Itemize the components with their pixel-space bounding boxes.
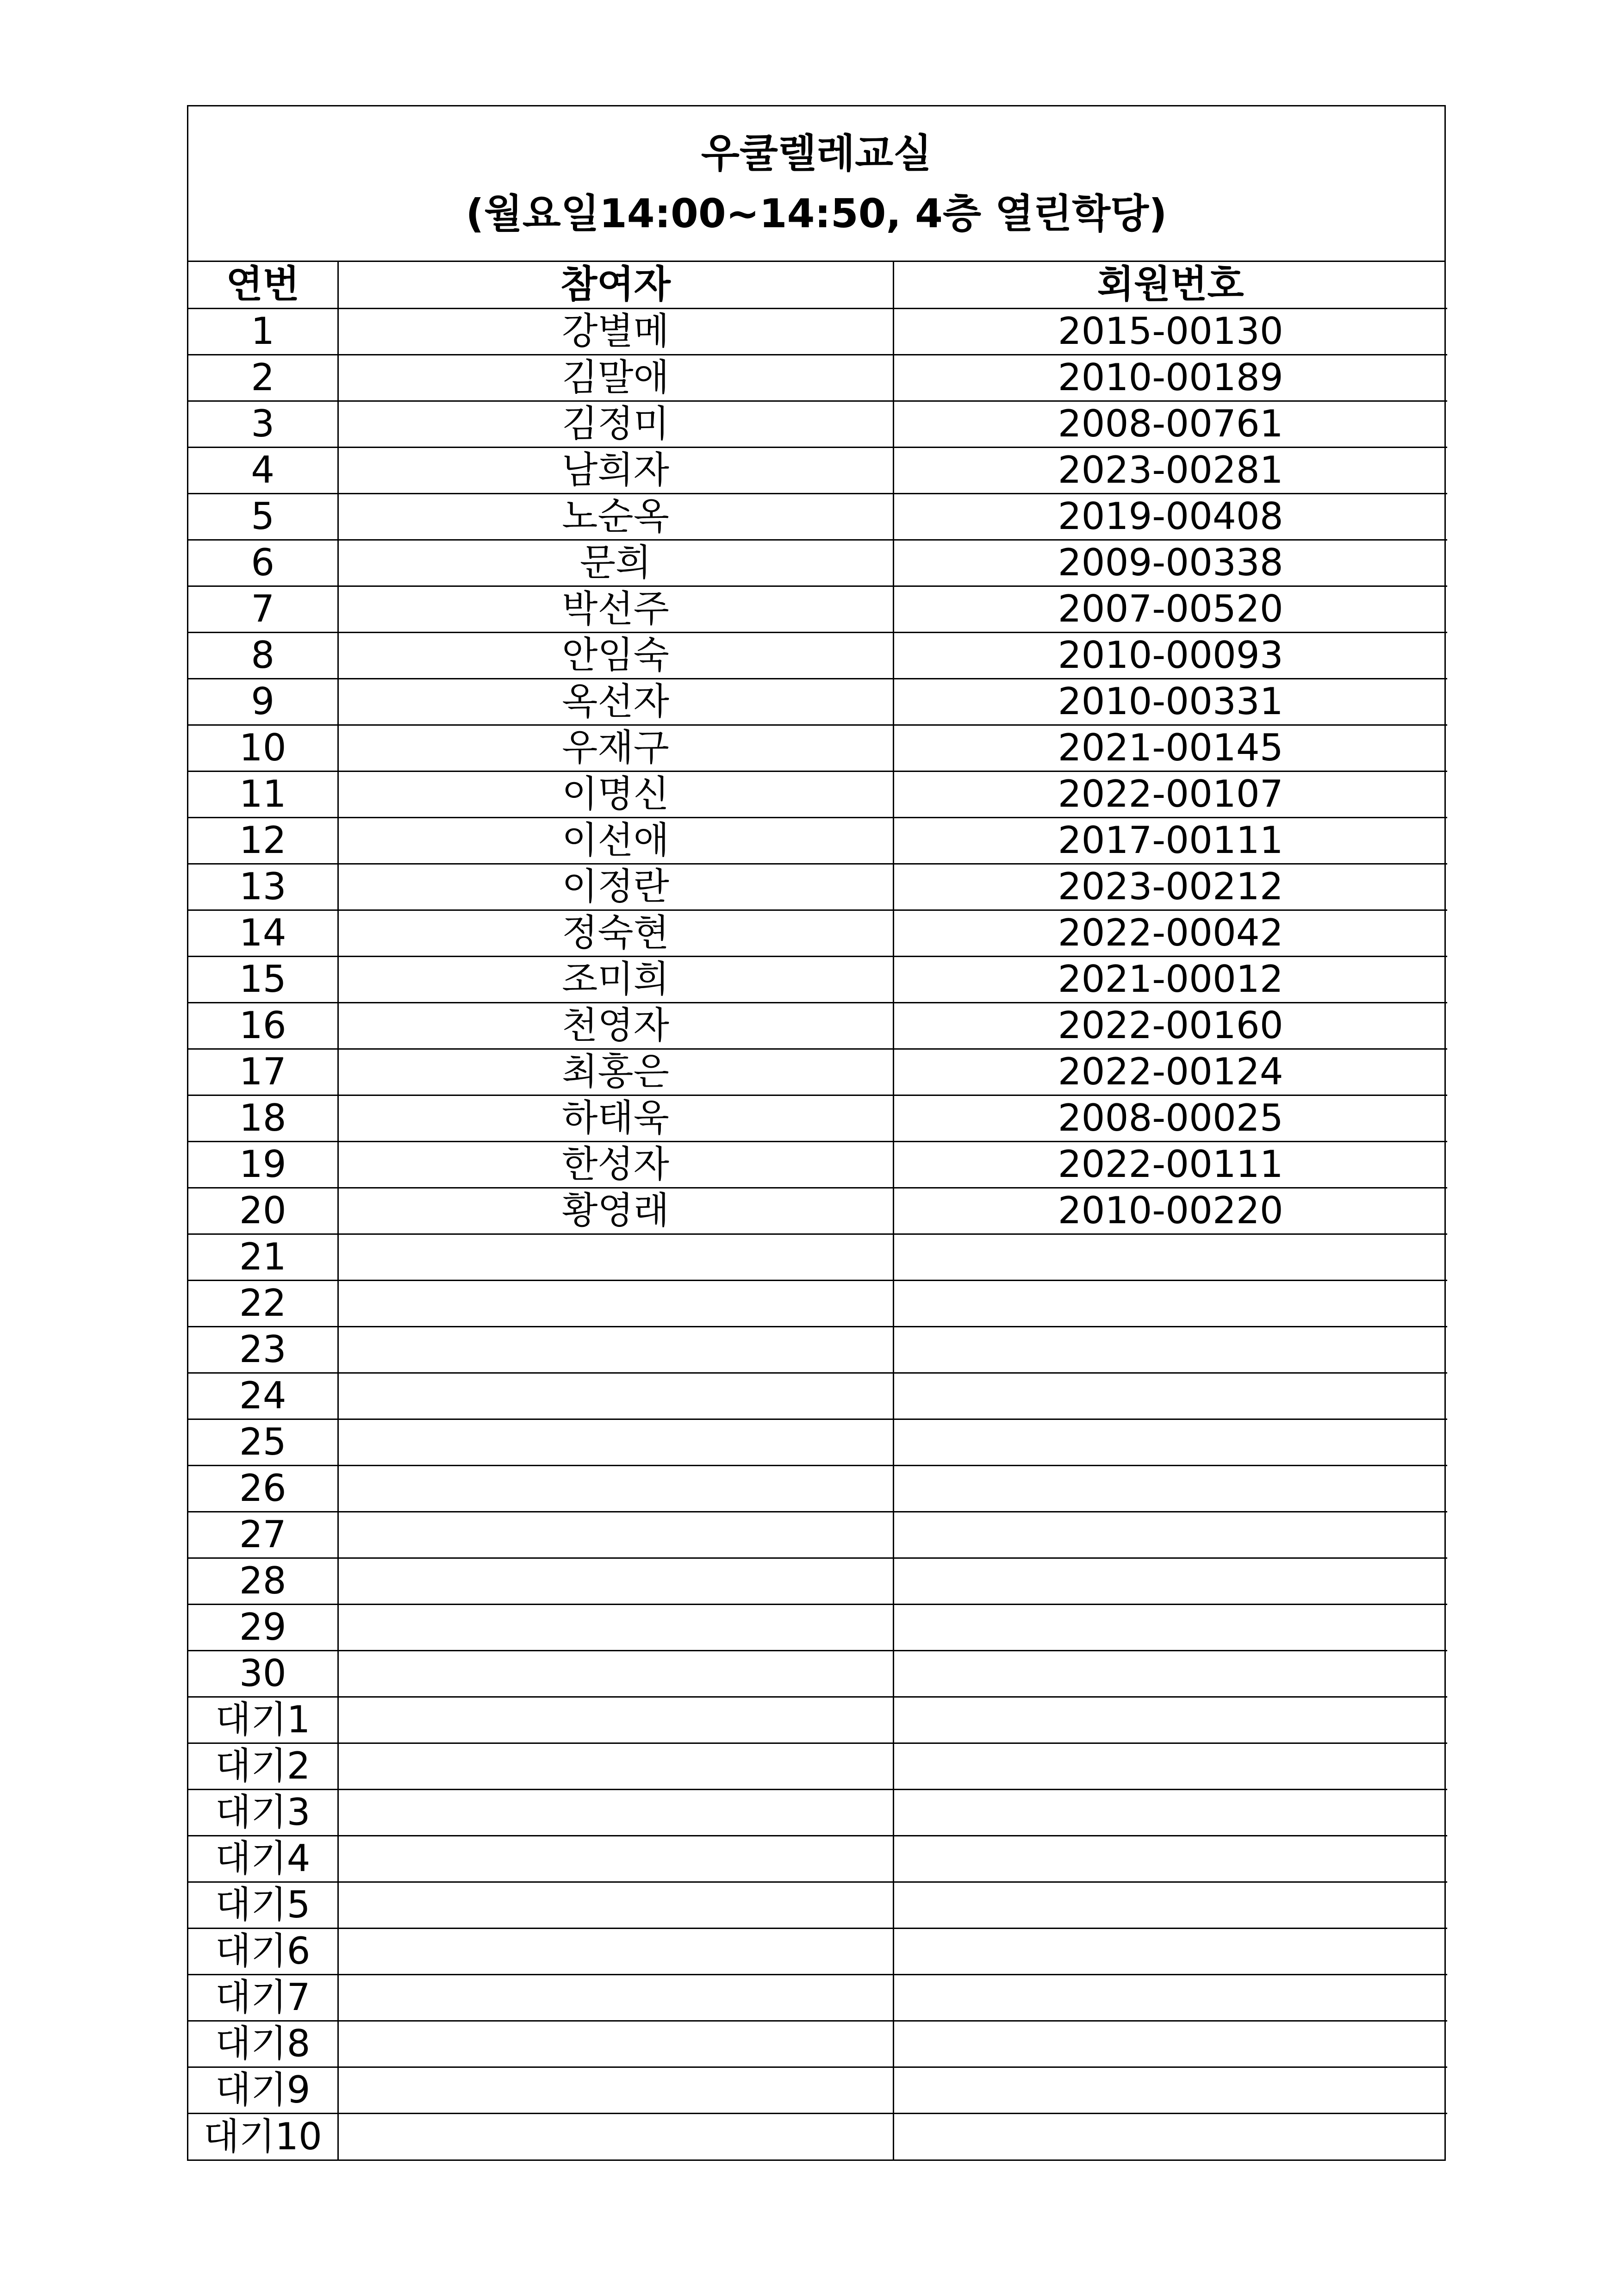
row-number: 23 [188, 1326, 338, 1373]
table-row [188, 355, 1447, 401]
row-number: 15 [188, 956, 338, 1002]
table-row [188, 308, 1447, 355]
row-number: 13 [188, 864, 338, 910]
header-row [188, 262, 1447, 308]
participant-name [338, 2067, 893, 2113]
member-id: 2007-00520 [893, 586, 1447, 632]
participant-name [338, 1928, 893, 1974]
row-number: 9 [188, 678, 338, 725]
table-row [188, 1974, 1447, 2021]
participant-name [338, 1836, 893, 1882]
participant-name: 노순옥 [338, 493, 893, 540]
row-number: 대기1 [188, 1697, 338, 1743]
participant-name [338, 1326, 893, 1373]
table-row [188, 910, 1447, 956]
member-id: 2023-00212 [893, 864, 1447, 910]
member-id [893, 2067, 1447, 2113]
member-id [893, 1604, 1447, 1650]
table-row [188, 447, 1447, 493]
table-row [188, 1280, 1447, 1326]
member-id: 2017-00111 [893, 817, 1447, 864]
table-row [188, 678, 1447, 725]
table-row [188, 864, 1447, 910]
participant-name: 옥선자 [338, 678, 893, 725]
roster-body [188, 308, 1447, 2159]
member-id [893, 2113, 1447, 2159]
row-number: 대기7 [188, 1974, 338, 2021]
table-row [188, 1373, 1447, 1419]
roster-table [188, 262, 1447, 2159]
participant-name [338, 1789, 893, 1836]
table-row [188, 493, 1447, 540]
participant-name [338, 1419, 893, 1465]
row-number: 24 [188, 1373, 338, 1419]
row-number: 12 [188, 817, 338, 864]
header-no: 연번 [188, 262, 338, 308]
participant-name: 이명신 [338, 771, 893, 817]
member-id: 2022-00124 [893, 1049, 1447, 1095]
table-row [188, 1188, 1447, 1234]
participant-name [338, 2113, 893, 2159]
table-row [188, 1049, 1447, 1095]
participant-name: 박선주 [338, 586, 893, 632]
participant-name: 황영래 [338, 1188, 893, 1234]
row-number: 대기4 [188, 1836, 338, 1882]
table-row [188, 1419, 1447, 1465]
participant-name: 정숙현 [338, 910, 893, 956]
table-row [188, 1095, 1447, 1141]
class-title: 우쿨렐레교실 [701, 130, 932, 177]
header-participant: 참여자 [338, 262, 893, 308]
member-id: 2022-00160 [893, 1002, 1447, 1049]
row-number: 3 [188, 401, 338, 447]
member-id [893, 1234, 1447, 1280]
member-id: 2022-00042 [893, 910, 1447, 956]
member-id [893, 1373, 1447, 1419]
participant-name [338, 1512, 893, 1558]
row-number: 6 [188, 540, 338, 586]
member-id [893, 1882, 1447, 1928]
table-row [188, 2113, 1447, 2159]
row-number: 30 [188, 1650, 338, 1697]
table-row [188, 2067, 1447, 2113]
table-row [188, 1650, 1447, 1697]
member-id [893, 1928, 1447, 1974]
member-id [893, 1465, 1447, 1512]
row-number: 8 [188, 632, 338, 678]
class-schedule: (월요일14:00~14:50, 4층 열린학당) [466, 190, 1167, 237]
row-number: 대기10 [188, 2113, 338, 2159]
row-number: 대기2 [188, 1743, 338, 1789]
row-number: 대기6 [188, 1928, 338, 1974]
participant-name [338, 1234, 893, 1280]
member-id: 2008-00761 [893, 401, 1447, 447]
table-row [188, 1882, 1447, 1928]
participant-name [338, 1650, 893, 1697]
row-number: 11 [188, 771, 338, 817]
participant-name: 우재구 [338, 725, 893, 771]
participant-name: 김정미 [338, 401, 893, 447]
member-id: 2019-00408 [893, 493, 1447, 540]
member-id [893, 1326, 1447, 1373]
member-id: 2010-00093 [893, 632, 1447, 678]
table-row [188, 1512, 1447, 1558]
participant-name [338, 1743, 893, 1789]
row-number: 7 [188, 586, 338, 632]
row-number: 대기5 [188, 1882, 338, 1928]
table-row [188, 1789, 1447, 1836]
member-id: 2022-00107 [893, 771, 1447, 817]
table-row [188, 1326, 1447, 1373]
row-number: 22 [188, 1280, 338, 1326]
table-row [188, 1002, 1447, 1049]
table-row [188, 1743, 1447, 1789]
table-row [188, 1604, 1447, 1650]
table-row [188, 632, 1447, 678]
table-row [188, 1234, 1447, 1280]
member-id: 2009-00338 [893, 540, 1447, 586]
participant-name [338, 1974, 893, 2021]
participant-name [338, 2021, 893, 2067]
member-id: 2015-00130 [893, 308, 1447, 355]
row-number: 18 [188, 1095, 338, 1141]
participant-name [338, 1465, 893, 1512]
row-number: 대기9 [188, 2067, 338, 2113]
title-block [188, 106, 1444, 262]
member-id: 2010-00331 [893, 678, 1447, 725]
participant-name: 문희 [338, 540, 893, 586]
member-id [893, 1743, 1447, 1789]
row-number: 21 [188, 1234, 338, 1280]
roster-sheet [187, 105, 1446, 2161]
table-row [188, 2021, 1447, 2067]
row-number: 19 [188, 1141, 338, 1188]
row-number: 29 [188, 1604, 338, 1650]
participant-name [338, 1697, 893, 1743]
member-id [893, 1697, 1447, 1743]
member-id: 2021-00012 [893, 956, 1447, 1002]
participant-name: 조미희 [338, 956, 893, 1002]
participant-name [338, 1882, 893, 1928]
member-id: 2010-00220 [893, 1188, 1447, 1234]
table-row [188, 725, 1447, 771]
participant-name [338, 1604, 893, 1650]
participant-name: 이정란 [338, 864, 893, 910]
member-id [893, 1419, 1447, 1465]
member-id: 2010-00189 [893, 355, 1447, 401]
member-id: 2022-00111 [893, 1141, 1447, 1188]
table-row [188, 1836, 1447, 1882]
member-id: 2023-00281 [893, 447, 1447, 493]
row-number: 1 [188, 308, 338, 355]
participant-name [338, 1280, 893, 1326]
row-number: 10 [188, 725, 338, 771]
table-row [188, 540, 1447, 586]
member-id [893, 1512, 1447, 1558]
member-id: 2008-00025 [893, 1095, 1447, 1141]
participant-name: 하태욱 [338, 1095, 893, 1141]
participant-name: 한성자 [338, 1141, 893, 1188]
participant-name [338, 1373, 893, 1419]
row-number: 4 [188, 447, 338, 493]
member-id [893, 1650, 1447, 1697]
row-number: 26 [188, 1465, 338, 1512]
row-number: 16 [188, 1002, 338, 1049]
participant-name [338, 1558, 893, 1604]
member-id: 2021-00145 [893, 725, 1447, 771]
table-row [188, 1928, 1447, 1974]
participant-name: 최홍은 [338, 1049, 893, 1095]
member-id [893, 2021, 1447, 2067]
table-row [188, 956, 1447, 1002]
row-number: 대기3 [188, 1789, 338, 1836]
participant-name: 남희자 [338, 447, 893, 493]
header-member-id: 회원번호 [893, 262, 1447, 308]
table-row [188, 1465, 1447, 1512]
participant-name: 김말애 [338, 355, 893, 401]
table-row [188, 1558, 1447, 1604]
member-id [893, 1280, 1447, 1326]
row-number: 28 [188, 1558, 338, 1604]
row-number: 대기8 [188, 2021, 338, 2067]
member-id [893, 1974, 1447, 2021]
member-id [893, 1836, 1447, 1882]
member-id [893, 1789, 1447, 1836]
row-number: 17 [188, 1049, 338, 1095]
row-number: 2 [188, 355, 338, 401]
row-number: 14 [188, 910, 338, 956]
participant-name: 강별메 [338, 308, 893, 355]
table-row [188, 586, 1447, 632]
table-row [188, 1141, 1447, 1188]
participant-name: 천영자 [338, 1002, 893, 1049]
row-number: 25 [188, 1419, 338, 1465]
row-number: 5 [188, 493, 338, 540]
table-row [188, 817, 1447, 864]
row-number: 20 [188, 1188, 338, 1234]
member-id [893, 1558, 1447, 1604]
table-row [188, 401, 1447, 447]
participant-name: 이선애 [338, 817, 893, 864]
row-number: 27 [188, 1512, 338, 1558]
table-row [188, 1697, 1447, 1743]
participant-name: 안임숙 [338, 632, 893, 678]
table-row [188, 771, 1447, 817]
